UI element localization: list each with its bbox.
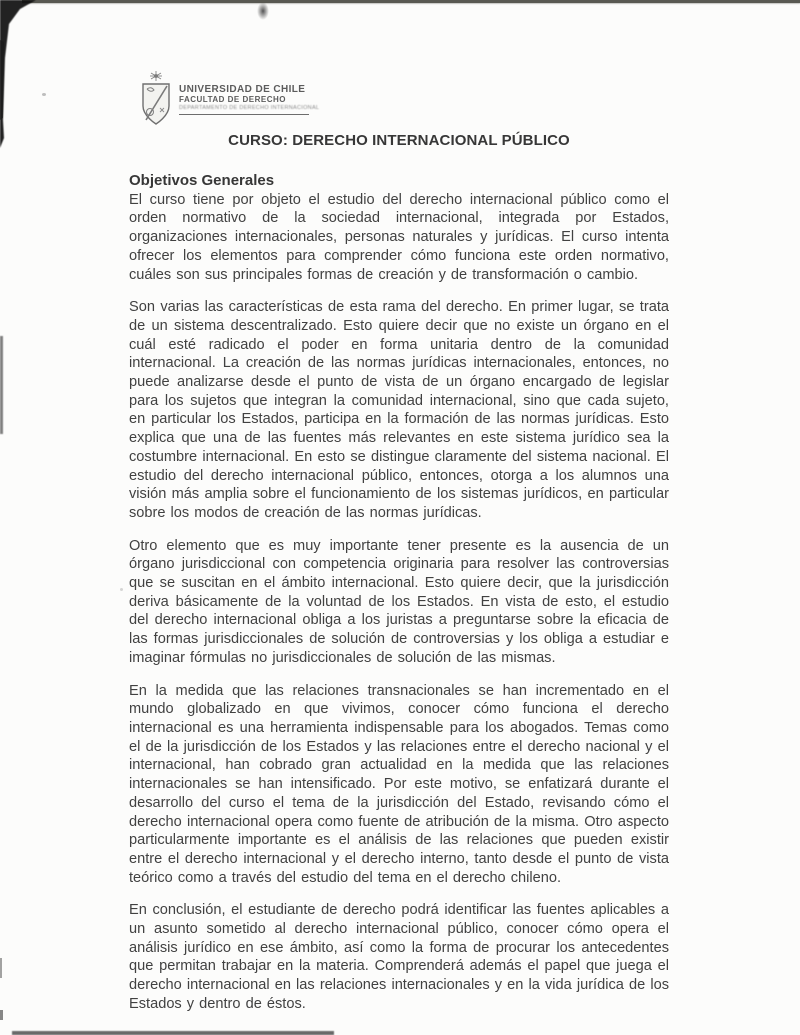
letterhead-rule — [179, 114, 309, 115]
course-title: CURSO: DERECHO INTERNACIONAL PÚBLICO — [228, 132, 570, 149]
paragraph-3: Otro elemento que es muy importante tener presente es la ausencia de un órgano jurisdiccional con competencia originaria para resolver las controversias que se suscitan en el ámbito internacional. Esto quiere decir, que la jurisdicción deriva básicamente de la voluntad de los Estados. En vista de esto, el estudio del derecho internacional obliga a los juristas a preguntarse sobre la eficacia de las formas jurisdiccionales de solución de controversias y los obliga a estudiar e imaginar fórmulas no jurisdiccionales de solución de las mismas. — [129, 537, 669, 666]
scan-bottom-bar-artifact — [12, 1031, 334, 1035]
scan-speck-artifact — [0, 958, 2, 978]
scan-speck-artifact — [120, 588, 123, 591]
document-body — [129, 131, 669, 1014]
scan-speck-artifact — [42, 93, 46, 96]
paragraph-4: En la medida que las relaciones transnacionales se han incrementado en el mundo globalizado en que vivimos, conocer cómo funciona el derecho internacional es una herramienta indispensable para los abogados. Temas como el de la jurisdicción de los Estados y las relaciones entre el derecho nacional y el internacional, han cobrado gran actualidad en la medida que las relaciones internacionales se han intensificado. Por este motivo, se enfatizará durante el desarrollo del curso el tema de la jurisdicción del Estado, revisando cómo el derecho internacional opera como fuente de atribución de la misma. Otro aspecto particularmente importante es el análisis de las relaciones que pueden existir entre el derecho internacional y el derecho interno, tanto desde el punto de vista teórico como a través del estudio del tema en el derecho chileno. — [129, 682, 669, 886]
letterhead-faculty: FACULTAD DE DERECHO — [179, 95, 286, 104]
letterhead-institution: UNIVERSIDAD DE CHILE — [179, 84, 306, 95]
letterhead-department: DEPARTAMENTO DE DERECHO INTERNACIONAL — [179, 105, 320, 111]
scan-speck-artifact — [0, 1010, 3, 1020]
letterhead — [140, 70, 319, 126]
scan-top-edge-artifact — [22, 0, 800, 3]
section-heading-objetivos-generales: Objetivos Generales — [129, 172, 275, 189]
scan-smudge-artifact — [257, 2, 269, 20]
paragraph-2: Son varias las características de esta rama del derecho. En primer lugar, se trata de un sistema descentralizado. Esto quiere decir que no existe un órgano en el cuál esté radicado el poder en forma unitaria dentro de la comunidad internacional. La creación de las normas jurídicas internacionales, entonces, no puede analizarse desde el punto de vista de un órgano encargado de legislar para los sujetos que integran la comunidad internacional, sino que cada sujeto, en particular los Estados, participa en la formación de las normas jurídicas. Esto explica que una de las fuentes más relevantes en este sistema jurídico sea la costumbre internacional. En esto se distingue claramente del sistema nacional. El estudio del derecho internacional público, entonces, otorga a los alumnos una visión más amplia sobre el funcionamiento de los sistemas jurídicos, en particular sobre los modos de creación de las normas jurídicas. — [129, 299, 669, 521]
university-crest-icon — [140, 70, 172, 126]
paragraph-5: En conclusión, el estudiante de derecho podrá identificar las fuentes aplicables a un asunto sometido al derecho internacional público, conocer cómo opera el análisis jurídico en ese ámbito, así como la forma de procurar los antecedentes que permitan trabajar en la materia. Comprenderá además el papel que juega el derecho internacional en las relaciones internacionales y en la vida jurídica de los Estados y dentro de éstos. — [129, 902, 669, 1012]
scan-left-streak-artifact — [0, 336, 3, 434]
paragraph-1: El curso tiene por objeto el estudio del derecho internacional público como el orden normativo de la sociedad internacional, integrada por Estados, organizaciones internacionales, personas naturales y jurídicas. El curso intenta ofrecer los elementos para comprender cómo funciona este orden normativo, cuáles son sus principales formas de creación y de transformación o cambio. — [129, 191, 669, 283]
scan-corner-blob-artifact — [0, 0, 40, 150]
